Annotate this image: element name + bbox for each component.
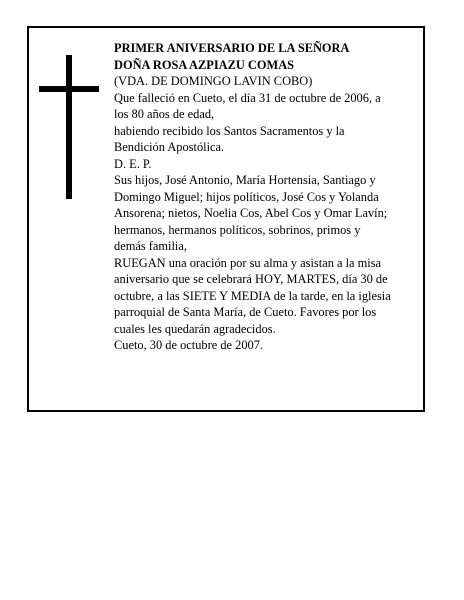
title-line-2: DOÑA ROSA AZPIAZU COMAS [114, 57, 295, 72]
family-line-4: hermanos, hermanos políticos, sobrinos, primos y [114, 222, 361, 237]
request-line-1: RUEGAN una oración por su alma y asistan a la misa [114, 255, 382, 270]
family-line-1: Sus hijos, José Antonio, María Hortensia, Santiago y [114, 173, 376, 187]
request-line-2: aniversario que se celebrará HOY, MARTES, día 30 de [114, 272, 388, 286]
notice-text [114, 40, 414, 354]
request-line-5: cuales les quedarán agradecidos. [114, 321, 276, 336]
rip-line: D. E. P. [114, 156, 152, 171]
sacraments-line-1: habiendo recibido los Santos Sacramentos y la [114, 123, 345, 138]
family-line-2: Domingo Miguel; hijos políticos, José Cos y Yolanda [114, 189, 379, 204]
widow-of-line: (VDA. DE DOMINGO LAVIN COBO) [114, 74, 313, 88]
obituary-notice [27, 26, 425, 412]
title-line-1: PRIMER ANIVERSARIO DE LA SEÑORA [114, 41, 350, 55]
latin-cross-icon [39, 55, 99, 199]
request-line-4: parroquial de Santa María, de Cueto. Favores por los [114, 305, 377, 319]
request-line-3: octubre, a las SIETE Y MEDIA de la tarde, en la iglesia [114, 288, 391, 303]
cross-vertical-bar [66, 55, 72, 199]
family-line-3: Ansorena; nietos, Noelia Cos, Abel Cos y Omar Lavín; [114, 206, 388, 220]
cross-horizontal-bar [39, 86, 99, 92]
death-line-1: Que falleció en Cueto, el día 31 de octubre de 2006, a [114, 90, 381, 105]
sacraments-line-2: Bendición Apostólica. [114, 140, 225, 154]
date-line: Cueto, 30 de octubre de 2007. [114, 338, 263, 352]
family-line-5: demás familia, [114, 239, 187, 253]
death-line-2: los 80 años de edad, [114, 107, 215, 121]
